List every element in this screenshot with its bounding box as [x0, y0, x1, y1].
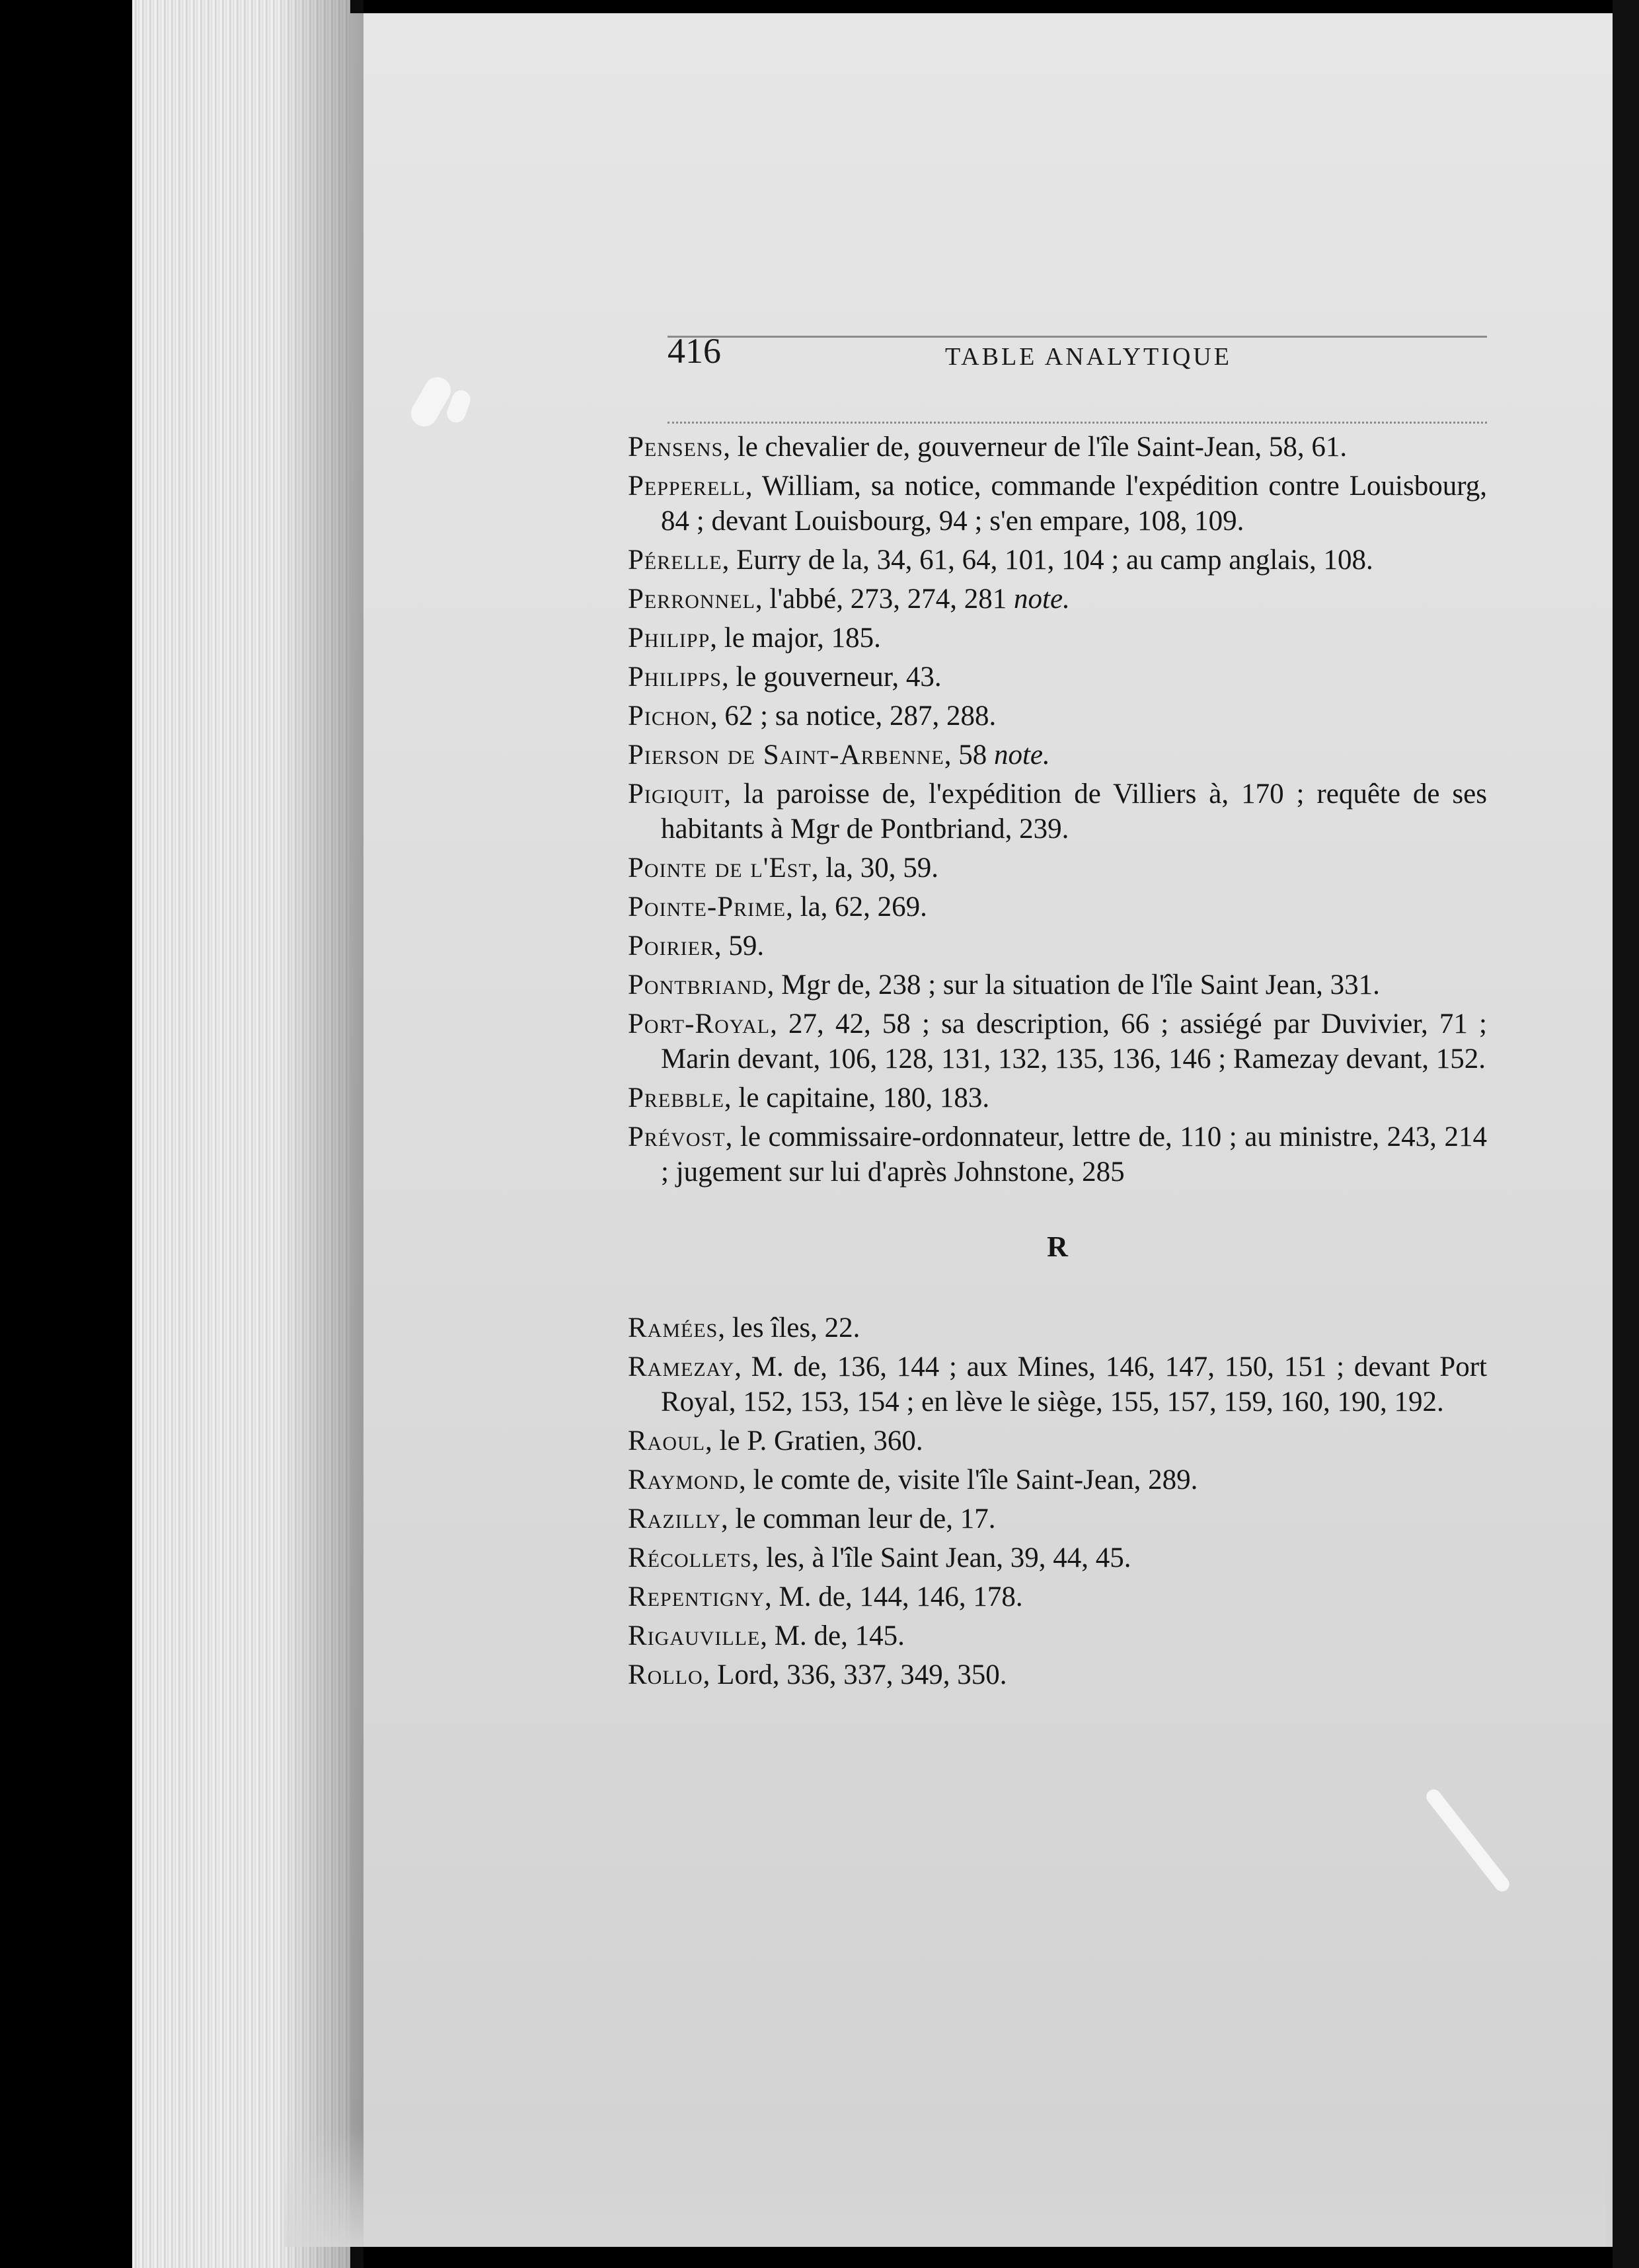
index-entry	[628, 1119, 1487, 1190]
entry-name: Pensens	[628, 432, 724, 463]
index-entry	[628, 1006, 1487, 1077]
index-entry	[628, 850, 1487, 886]
index-entry	[628, 543, 1487, 578]
entry-text: , Eurry de la, 34, 61, 64, 101, 104 ; au camp anglais, 108.	[722, 545, 1373, 576]
entry-text: , 59.	[714, 930, 765, 962]
index-entry	[628, 1349, 1487, 1419]
entry-name: Prebble	[628, 1082, 724, 1114]
index-list	[628, 430, 1487, 1696]
entry-name: Récollets	[628, 1542, 752, 1573]
index-entry	[628, 737, 1487, 773]
entry-text: , M. de, 136, 144 ; aux Mines, 146, 147, 150, 151 ; devant Port Royal, 152, 153, 154 ; en lève le siège, 155, 157, 159, 160, 190, 192.	[661, 1351, 1487, 1418]
entry-text: , le commissaire-ordonnateur, lettre de, 110 ; au ministre, 243, 214 ; jugement sur lui d'après Johnstone, 285	[661, 1121, 1487, 1188]
page-header	[667, 330, 1487, 383]
entry-text: , le P. Gratien, 360.	[705, 1425, 923, 1456]
entry-name: Razilly	[628, 1503, 721, 1534]
entry-name: Philipps	[628, 662, 722, 693]
index-entry	[628, 776, 1487, 847]
entry-name: Port-Royal	[628, 1008, 771, 1040]
entry-name: Pigiquit	[628, 778, 724, 810]
index-entry	[628, 1080, 1487, 1115]
index-entry	[628, 928, 1487, 964]
index-entry	[628, 469, 1487, 539]
bottom-margin	[284, 2128, 1606, 2247]
index-entry	[628, 699, 1487, 734]
entry-text: , 27, 42, 58 ; sa description, 66 ; assiégé par Duvivier, 71 ; Marin devant, 106, 128, 131, 132, 135, 136, 146 ; Ramezay devant, 152.	[661, 1008, 1487, 1075]
entry-name: Pontbriand	[628, 969, 767, 1001]
entry-text: , le chevalier de, gouverneur de l'île Saint-Jean, 58, 61.	[723, 432, 1348, 463]
entry-text: , la paroisse de, l'expédition de Villiers à, 170 ; requête de ses habitants à Mgr de Pontbriand, 239.	[661, 778, 1487, 845]
entry-note: note.	[1014, 584, 1070, 615]
entry-name: Pointe de l'Est	[628, 852, 812, 884]
entry-name: Philipp	[628, 623, 710, 654]
index-entry	[628, 660, 1487, 695]
index-entry	[628, 430, 1487, 465]
index-entry	[628, 1462, 1487, 1497]
entry-name: Perronnel	[628, 584, 755, 615]
entry-name: Pérelle	[628, 545, 722, 576]
index-entry	[628, 967, 1487, 1002]
entry-text: , la, 30, 59.	[811, 852, 939, 884]
entry-text: , les îles, 22.	[718, 1312, 860, 1343]
index-entry	[628, 889, 1487, 925]
entry-name: Raoul	[628, 1425, 706, 1456]
entry-text: , M. de, 145.	[760, 1620, 905, 1651]
index-entry	[628, 1618, 1487, 1653]
entry-text: , le capitaine, 180, 183.	[724, 1082, 990, 1114]
gutter-shadow	[278, 0, 363, 2268]
index-entry	[628, 1423, 1487, 1458]
entry-text: , l'abbé, 273, 274, 281	[755, 584, 1014, 615]
header-rule	[667, 422, 1487, 424]
index-entry	[628, 1657, 1487, 1692]
right-dark-edge	[1613, 0, 1639, 2268]
index-entry	[628, 582, 1487, 617]
page-number: 416	[667, 331, 721, 371]
entry-name: Pichon	[628, 700, 710, 732]
entry-name: Prévost	[628, 1121, 726, 1153]
entry-text: , la, 62, 269.	[786, 891, 927, 923]
entry-text: , Lord, 336, 337, 349, 350.	[703, 1659, 1007, 1690]
entry-name: Rollo	[628, 1659, 703, 1690]
section-heading: R	[1047, 1230, 1068, 1263]
entry-text: , le major, 185.	[710, 623, 881, 654]
index-entry	[628, 1501, 1487, 1536]
entry-name: Raymond	[628, 1464, 739, 1495]
entry-text: , William, sa notice, commande l'expédition contre Louisbourg, 84 ; devant Louisbourg, 94 ; s'en empare, 108, 109.	[661, 471, 1487, 537]
entry-text: , M. de, 144, 146, 178.	[765, 1581, 1023, 1612]
entry-name: Pointe-Prime	[628, 891, 786, 923]
entry-text: , le comte de, visite l'île Saint-Jean, 289.	[738, 1464, 1198, 1495]
entry-text: , le comman leur de, 17.	[720, 1503, 996, 1534]
entry-text: , les, à l'île Saint Jean, 39, 44, 45.	[751, 1542, 1131, 1573]
entry-text: , le gouverneur, 43.	[721, 662, 942, 693]
entry-name: Pepperell	[628, 471, 745, 502]
index-entry	[628, 1579, 1487, 1614]
entry-note: note.	[993, 739, 1050, 771]
index-section-p	[628, 430, 1487, 1190]
index-entry	[628, 621, 1487, 656]
entry-name: Pierson de Saint-Arbenne	[628, 739, 944, 771]
entry-text: , 62 ; sa notice, 287, 288.	[710, 700, 997, 732]
entry-name: Ramezay	[628, 1351, 735, 1382]
entry-name: Repentigny	[628, 1581, 765, 1612]
index-entry	[628, 1540, 1487, 1575]
entry-name: Rigauville	[628, 1620, 761, 1651]
index-section-r	[628, 1310, 1487, 1692]
entry-text: , 58	[944, 739, 994, 771]
entry-text: , Mgr de, 238 ; sur la situation de l'île Saint Jean, 331.	[767, 969, 1380, 1001]
index-entry	[628, 1310, 1487, 1345]
entry-name: Ramées	[628, 1312, 718, 1343]
entry-name: Poirier	[628, 930, 714, 962]
running-head: TABLE ANALYTIQUE	[945, 343, 1232, 371]
